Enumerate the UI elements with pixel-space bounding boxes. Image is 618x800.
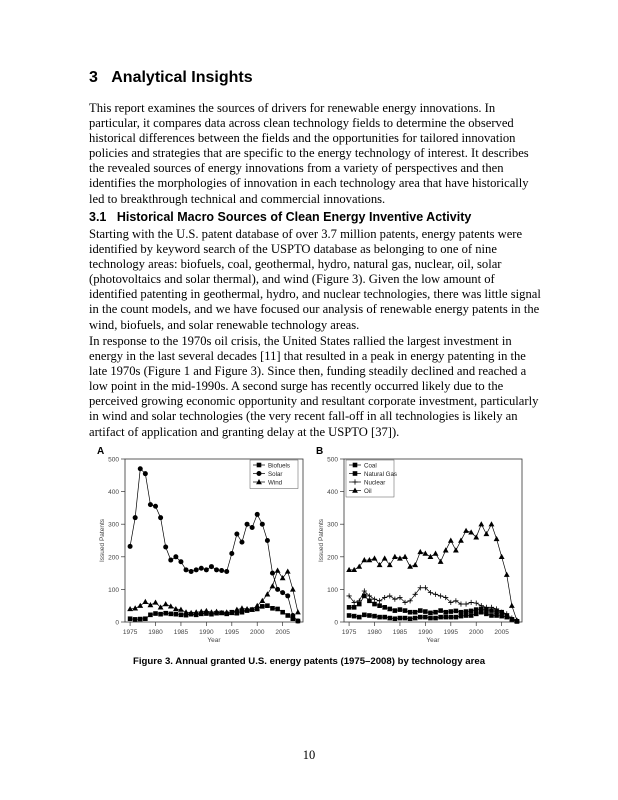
data-point (153, 599, 159, 604)
data-point (234, 531, 239, 536)
data-point (280, 610, 285, 615)
figure-panel-b (314, 444, 534, 654)
data-point (285, 613, 290, 618)
data-point (418, 615, 423, 620)
data-point (260, 522, 265, 527)
data-point (179, 613, 184, 618)
legend-label: Wind (268, 479, 283, 487)
data-point (393, 616, 398, 621)
y-axis-label: Issued Patents (318, 519, 325, 562)
x-tick-label: 1995 (443, 629, 459, 636)
data-point (387, 607, 392, 612)
data-point (464, 609, 469, 614)
data-point (183, 609, 189, 614)
data-point (229, 551, 234, 556)
data-point (443, 610, 448, 615)
data-point (260, 604, 265, 609)
y-tick-label: 300 (108, 521, 119, 529)
data-point (153, 611, 158, 616)
data-point (382, 555, 388, 560)
x-axis-label: Year (426, 637, 440, 644)
data-point (387, 593, 392, 598)
x-tick-label: 1985 (173, 629, 189, 636)
data-point (449, 615, 454, 620)
page-number: 10 (302, 748, 316, 762)
y-tick-label: 400 (108, 489, 119, 497)
y-tick-label: 0 (334, 619, 338, 627)
panel-label: A (97, 446, 105, 457)
y-axis-label: Issued Patents (99, 519, 106, 562)
data-point (474, 612, 479, 617)
data-point (478, 521, 484, 526)
figure-caption: Figure 3. Annual granted U.S. energy patents (1975–2008) by technology area (132, 656, 486, 667)
data-point (163, 611, 168, 616)
data-point (142, 599, 148, 604)
data-point (463, 601, 468, 606)
data-point (352, 605, 357, 610)
data-point (458, 538, 464, 543)
data-point (250, 525, 255, 530)
data-point (453, 547, 459, 552)
data-point (347, 605, 352, 610)
data-point (387, 616, 392, 621)
text-line: late 1970s (Figure 1 and Figure 3). Since then, funding steadily declined and reached a (89, 364, 527, 379)
data-point (454, 615, 459, 620)
data-point (469, 613, 474, 618)
data-point (138, 466, 143, 471)
method-paragraph (89, 227, 541, 333)
data-point (168, 612, 173, 617)
y-tick-label: 200 (108, 554, 119, 562)
data-point (265, 603, 270, 608)
data-point (479, 610, 484, 615)
data-point (489, 613, 494, 618)
data-point (372, 555, 378, 560)
data-point (382, 605, 387, 610)
data-point (143, 471, 148, 476)
text-line: led to breakthrough technical and commercial innovations. (89, 191, 386, 206)
data-point (143, 616, 148, 621)
legend-label: Natural Gas (364, 470, 398, 478)
data-point (412, 562, 418, 567)
data-point (367, 599, 372, 604)
figure-panel-a (95, 444, 315, 654)
legend-label: Solar (268, 470, 283, 478)
text-line: in wind and solar technologies (the very recent fall-off in all technologies is likely an (89, 409, 518, 424)
legend-marker (257, 471, 262, 476)
data-point (184, 567, 189, 572)
text-line: wind, biofuels, and solar renewable technology areas. (89, 317, 360, 332)
data-point (433, 610, 438, 615)
data-point (428, 554, 434, 559)
data-point (137, 603, 143, 608)
data-point (214, 567, 219, 572)
data-point (285, 568, 291, 573)
data-point (209, 564, 214, 569)
data-point (178, 559, 183, 564)
data-point (469, 609, 474, 614)
text-line: policies and strategies that are specific to the energy technology of interest. It describes (89, 146, 529, 161)
text-line: in the count models, and we have focused our analysis of renewable energy patents in the (89, 302, 540, 317)
data-point (413, 610, 418, 615)
data-point (418, 608, 423, 613)
data-point (275, 567, 281, 572)
data-point (128, 616, 133, 621)
data-point (204, 567, 209, 572)
data-point (189, 569, 194, 574)
y-tick-label: 200 (327, 554, 338, 562)
data-point (443, 615, 448, 620)
text-line: the revealed sources of energy innovations from a variety of perspectives and then (89, 161, 504, 176)
data-point (428, 611, 433, 616)
panel-label: B (316, 446, 324, 457)
data-point (464, 613, 469, 618)
data-point (158, 612, 163, 617)
text-line: artifact of application and granting delay at the USPTO [37]). (89, 424, 400, 439)
data-point (443, 547, 449, 552)
data-point (459, 610, 464, 615)
data-point (469, 600, 474, 605)
data-point (352, 614, 357, 619)
data-point (474, 600, 479, 605)
data-point (245, 522, 250, 527)
data-point (199, 566, 204, 571)
data-point (295, 609, 301, 614)
data-point (398, 616, 403, 621)
data-point (148, 613, 153, 618)
data-point (449, 609, 454, 614)
x-tick-label: 2000 (249, 629, 265, 636)
data-point (458, 601, 463, 606)
data-point (484, 612, 489, 617)
data-point (357, 615, 362, 620)
data-point (265, 538, 270, 543)
data-point (474, 607, 479, 612)
data-point (372, 614, 377, 619)
history-paragraph (89, 334, 539, 440)
data-point (382, 615, 387, 620)
data-point (168, 558, 173, 563)
data-point (138, 617, 143, 622)
y-tick-label: 500 (108, 456, 119, 464)
data-point (148, 602, 154, 607)
data-point (484, 531, 490, 536)
data-point (392, 554, 398, 559)
data-point (403, 616, 408, 621)
data-point (290, 586, 296, 591)
data-point (494, 536, 500, 541)
data-point (454, 609, 459, 614)
y-tick-label: 400 (327, 489, 338, 497)
data-point (428, 616, 433, 621)
data-point (489, 521, 495, 526)
legend-label: Oil (364, 487, 372, 495)
data-point (280, 590, 285, 595)
y-tick-label: 0 (115, 619, 119, 627)
data-point (255, 512, 260, 517)
data-point (423, 615, 428, 620)
data-point (448, 538, 454, 543)
data-point (239, 605, 245, 610)
text-line: historical differences between the fields and the opportunities for tailored innovation (89, 131, 516, 146)
data-point (433, 592, 438, 597)
y-tick-label: 100 (108, 586, 119, 594)
text-line: energy in the last several decades [11] that resulted in a peak in energy patenting in the (89, 349, 526, 364)
data-point (290, 613, 295, 618)
data-point (438, 608, 443, 613)
data-point (163, 601, 169, 606)
x-tick-label: 1980 (367, 629, 382, 636)
data-point (402, 554, 408, 559)
data-point (377, 603, 382, 608)
text-line: This report examines the sources of drivers for renewable energy innovations. In (89, 101, 496, 115)
data-point (128, 544, 133, 549)
data-point (270, 606, 275, 611)
data-point (499, 554, 505, 559)
data-point (494, 613, 499, 618)
data-point (153, 504, 158, 509)
data-point (239, 540, 244, 545)
data-point (438, 615, 443, 620)
data-point (361, 557, 367, 562)
x-tick-label: 1975 (122, 629, 138, 636)
text-line: low point in the mid-1990s. A second surge has recently occurred likely due to the (89, 379, 504, 394)
data-point (295, 619, 300, 624)
data-point (377, 598, 382, 603)
x-tick-label: 1995 (224, 629, 240, 636)
data-point (504, 572, 510, 577)
legend-label: Biofuels (268, 462, 291, 470)
data-point (367, 613, 372, 618)
data-point (459, 614, 464, 619)
data-point (372, 602, 377, 607)
data-point (413, 616, 418, 621)
data-point (509, 603, 515, 608)
data-point (423, 609, 428, 614)
data-point (438, 593, 443, 598)
text-line: perceived growing economic opportunity and resultant corporate investment, particularly (89, 394, 539, 409)
text-line: identifies the morphologies of innovation in each technology area that have historically (89, 176, 529, 191)
intro-paragraph (89, 101, 529, 207)
legend-marker (353, 471, 358, 476)
data-point (132, 605, 138, 610)
x-axis-label: Year (207, 637, 221, 644)
legend (346, 460, 397, 497)
x-tick-label: 2000 (468, 629, 484, 636)
data-point (270, 583, 276, 588)
data-point (133, 515, 138, 520)
data-point (408, 616, 413, 621)
data-point (173, 606, 179, 611)
x-tick-label: 1980 (148, 629, 163, 636)
series-solar (128, 466, 301, 623)
legend-marker (257, 463, 262, 468)
data-point (377, 615, 382, 620)
data-point (133, 617, 138, 622)
data-point (270, 571, 275, 576)
data-point (194, 567, 199, 572)
data-point (224, 569, 229, 574)
text-line: particular, it compares data across clean technology fields to determine the observed (89, 116, 514, 131)
data-point (408, 610, 413, 615)
text-line: In response to the 1970s oil crisis, the United States rallied the largest investment in (89, 334, 512, 348)
data-point (148, 502, 153, 507)
text-line: identified by keyword search of the USPTO database as belonging to one of nine (89, 242, 497, 257)
x-tick-label: 1990 (199, 629, 214, 636)
text-line: Starting with the U.S. patent database of over 3.7 million patents, energy patents were (89, 227, 523, 241)
data-point (173, 554, 178, 559)
legend (250, 460, 298, 489)
y-tick-label: 500 (327, 456, 338, 464)
data-point (174, 612, 179, 617)
data-point (382, 595, 387, 600)
data-point (362, 613, 367, 618)
data-point (417, 549, 423, 554)
data-point (392, 597, 397, 602)
x-tick-label: 2005 (494, 629, 509, 636)
legend-marker (353, 463, 358, 468)
data-point (275, 587, 280, 592)
data-point (275, 607, 280, 612)
legend-label: Nuclear (364, 479, 386, 487)
text-line: identified patenting in geothermal, hydro, and nuclear technologies, there was little signal (89, 287, 541, 302)
data-point (433, 551, 439, 556)
section-heading: 3 Analytical Insights (89, 69, 253, 86)
data-point (463, 528, 469, 533)
data-point (433, 616, 438, 621)
y-tick-label: 100 (327, 586, 338, 594)
subsection-heading: 3.1 Historical Macro Sources of Clean Energy Inventive Activity (89, 210, 472, 224)
data-point (453, 598, 458, 603)
data-point (265, 591, 271, 596)
x-tick-label: 2005 (275, 629, 290, 636)
data-point (393, 608, 398, 613)
data-point (158, 515, 163, 520)
text-line: (photovoltaics and solar thermal), and wind (Figure 3). Given the low amount of (89, 272, 495, 287)
text-line: technology areas: biofuels, coal, geothermal, hydro, natural gas, nuclear, oil, solar (89, 257, 502, 272)
series-line (130, 469, 298, 621)
data-point (372, 597, 377, 602)
data-point (403, 608, 408, 613)
x-tick-label: 1985 (392, 629, 408, 636)
legend-label: Coal (364, 462, 377, 470)
data-point (203, 608, 209, 613)
data-point (240, 610, 245, 615)
data-point (219, 568, 224, 573)
data-point (285, 593, 290, 598)
data-point (168, 603, 174, 608)
data-point (438, 559, 444, 564)
x-tick-label: 1975 (341, 629, 357, 636)
y-tick-label: 300 (327, 521, 338, 529)
data-point (398, 607, 403, 612)
data-point (346, 567, 352, 572)
x-tick-label: 1990 (418, 629, 433, 636)
data-point (351, 567, 357, 572)
data-point (163, 545, 168, 550)
data-point (347, 613, 352, 618)
